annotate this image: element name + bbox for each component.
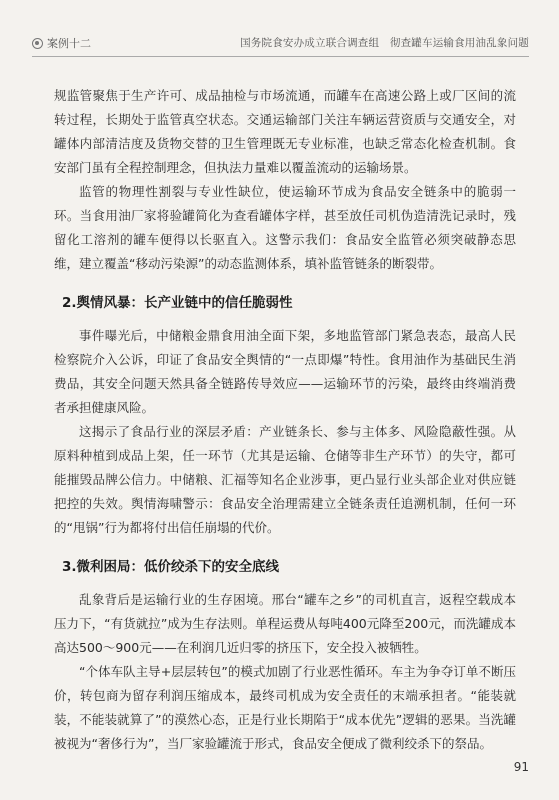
- paragraph: “个体车队主导+层层转包”的模式加剧了行业恶性循环。车主为争夺订单不断压价，转包商为留存利润压缩成本，最终司机成为安全责任的末端承担者。“能装就装，不能装就算了”的漠然心态，正是行业长期陷于“成本优先”逻辑的恶果。当洗罐被视为“奢侈行为”，当厂家验罐流于形式，食品安全便成了微利绞杀下的祭品。: [54, 664, 516, 751]
- paragraph: 事件曝光后，中储粮金鼎食用油全面下架，多地监管部门紧急表态，最高人民检察院介入公诉，印证了食品安全舆情的“一点即爆”特性。食用油作为基础民生消费品，其安全问题天然具备全链路传导效应——运输环节的污染，最终由终端消费者承担健康风险。: [54, 328, 516, 415]
- chapter-bullet-icon: [32, 38, 43, 49]
- paragraph: 这揭示了食品行业的深层矛盾：产业链条长、参与主体多、风险隐蔽性强。从原料种植到成品上架，任一环节（尤其是运输、仓储等非生产环节）的失守，都可能摧毁品牌公信力。中储粮、汇福等知名企业涉事，更凸显行业头部企业对供应链把控的失效。舆情海啸警示：食品安全治理需建立全链条责任追溯机制，任何一环的“甩锅”行为都将付出信任崩塌的代价。: [54, 424, 516, 535]
- section-heading-3: 3.微利困局：低价绞杀下的安全底线: [62, 559, 280, 575]
- section-heading-2: 2.舆情风暴：长产业链中的信任脆弱性: [62, 295, 293, 311]
- paragraph: 乱象背后是运输行业的生存困境。邢台“罐车之乡”的司机直言，返程空载成本压力下，“有货就拉”成为生存法则。单程运费从每吨400元降至200元，而洗罐成本高达500～900元——在利润几近归零的挤压下，安全投入被牺牲。: [54, 592, 516, 655]
- chapter-marker: [32, 35, 91, 51]
- paragraph: 规监管聚焦于生产许可、成品抽检与市场流通，而罐车在高速公路上或厂区间的流转过程，长期处于监管真空状态。交通运输部门关注车辆运营资质与交通安全，对罐体内部清洁度及货物交替的卫生管理既无专业标准，也缺乏常态化检查机制。食安部门虽有全程控制理念，但执法力量难以覆盖流动的运输场景。: [54, 88, 516, 175]
- page-body: [54, 84, 516, 756]
- running-title: 国务院食安办成立联合调查组 彻查罐车运输食用油乱象问题: [240, 37, 529, 49]
- page-header: [0, 0, 559, 64]
- paragraph: 监管的物理性割裂与专业性缺位，使运输环节成为食品安全链条中的脆弱一环。当食用油厂家将验罐简化为查看罐体字样，甚至放任司机伪造清洗记录时，残留化工溶剂的罐车便得以长驱直入。这警示我们：食品安全监管必须突破静态思维，建立覆盖“移动污染源”的动态监测体系，填补监管链条的断裂带。: [54, 184, 516, 271]
- header-rule: [32, 56, 529, 57]
- chapter-label: 案例十二: [47, 37, 91, 50]
- page-number: 91: [513, 760, 529, 774]
